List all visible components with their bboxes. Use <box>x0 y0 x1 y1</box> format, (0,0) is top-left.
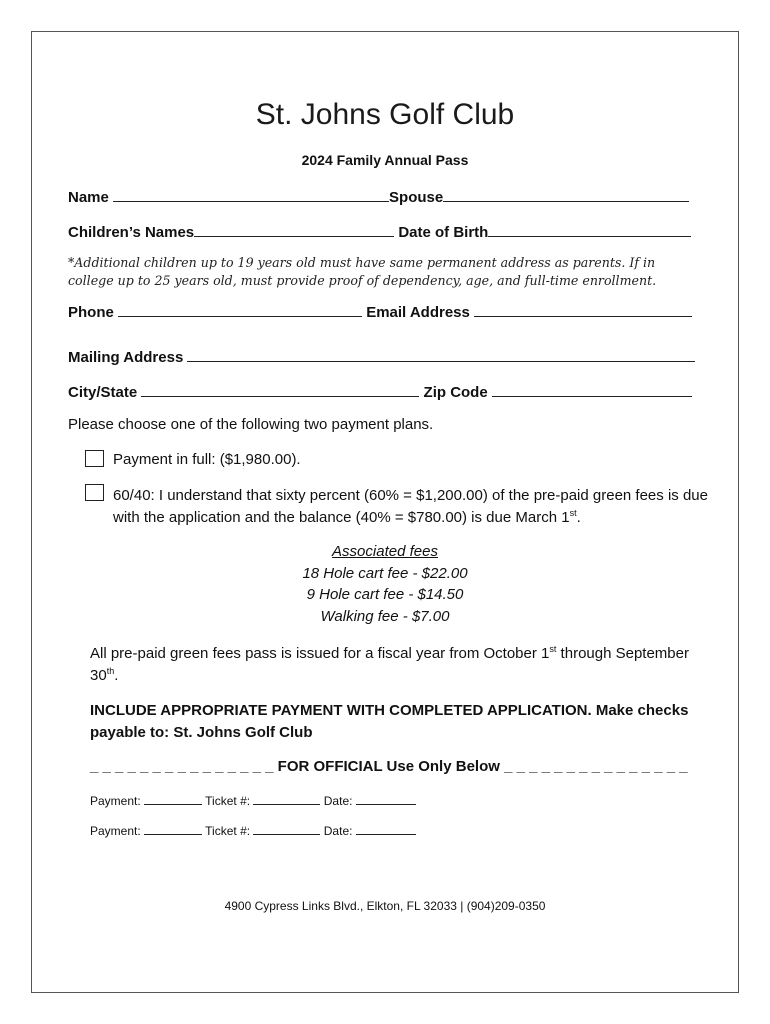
mailing-row <box>68 347 695 366</box>
payment-intro: Please choose one of the following two payment plans. <box>68 416 434 433</box>
page-title: St. Johns Golf Club <box>255 98 515 131</box>
official-ticket-input[interactable] <box>253 792 320 805</box>
children-label: Children’s Names <box>68 224 195 241</box>
official-row <box>90 822 416 838</box>
children-input[interactable] <box>194 222 394 237</box>
dob-input[interactable] <box>488 222 691 237</box>
fiscal-sup-2: th <box>106 666 115 676</box>
zip-input[interactable] <box>492 382 692 397</box>
include-payment-text: INCLUDE APPROPRIATE PAYMENT WITH COMPLETED APPLICATION. Make checks payable to: St. Johns Golf Club <box>90 702 689 741</box>
spouse-input[interactable] <box>443 187 689 202</box>
official-ticket-input[interactable] <box>253 822 320 835</box>
email-label: Email Address <box>366 304 470 321</box>
ticket-label: Ticket #: <box>205 794 251 808</box>
official-row <box>90 792 416 808</box>
fee-item: 9 Hole cart fee - $14.50 <box>306 586 464 603</box>
zip-label: Zip Code <box>423 384 488 401</box>
official-divider <box>90 758 688 775</box>
date-label: Date: <box>323 794 353 808</box>
name-row <box>68 187 689 206</box>
fees-heading: Associated fees <box>332 543 438 560</box>
payment-full-checkbox[interactable] <box>85 450 104 467</box>
fiscal-text-1: All pre-paid green fees pass is issued for a fiscal year from October 1 <box>90 645 550 662</box>
payment-split-text: 60/40: I understand that sixty percent (60% = $1,200.00) of the pre-paid green fees is due with the application and the balance (40% = $780.00) is due March 1 <box>113 487 708 526</box>
official-payment-input[interactable] <box>144 822 202 835</box>
city-row <box>68 382 692 401</box>
mailing-input[interactable] <box>187 347 695 362</box>
payment-split-label <box>113 485 713 529</box>
email-input[interactable] <box>474 302 692 317</box>
city-label: City/State <box>68 384 138 401</box>
fee-item: 18 Hole cart fee - $22.00 <box>302 565 468 582</box>
fiscal-end: . <box>114 667 119 684</box>
name-input[interactable] <box>113 187 389 202</box>
payment-label: Payment: <box>90 824 141 838</box>
date-label: Date: <box>323 824 353 838</box>
official-date-input[interactable] <box>356 792 416 805</box>
dob-label: Date of Birth <box>398 224 489 241</box>
fiscal-sup-1: st <box>549 644 557 654</box>
payment-label: Payment: <box>90 794 141 808</box>
mailing-label: Mailing Address <box>68 349 184 366</box>
fiscal-text-2: through September 30 <box>90 645 689 684</box>
page-subtitle: 2024 Family Annual Pass <box>301 152 469 168</box>
phone-row <box>68 302 692 321</box>
payment-split-checkbox[interactable] <box>85 484 104 501</box>
children-note: *Additional children up to 19 years old must have same permanent address as parents. If in college up to 25 years old, must provide proof of dependency, age, and full-time enrollment. <box>68 255 657 288</box>
official-heading: FOR OFFICIAL Use Only Below <box>277 758 500 775</box>
children-row <box>68 222 691 241</box>
phone-input[interactable] <box>118 302 362 317</box>
official-dashes-left: _ _ _ _ _ _ _ _ _ _ _ _ _ _ _ <box>90 758 274 775</box>
official-payment-input[interactable] <box>144 792 202 805</box>
ticket-label: Ticket #: <box>205 824 251 838</box>
official-date-input[interactable] <box>356 822 416 835</box>
name-label: Name <box>68 189 109 206</box>
payment-split-end: . <box>576 509 581 526</box>
phone-label: Phone <box>68 304 114 321</box>
fiscal-year-text <box>90 643 710 687</box>
spouse-label: Spouse <box>389 189 444 206</box>
official-dashes-right: _ _ _ _ _ _ _ _ _ _ _ _ _ _ _ <box>504 758 688 775</box>
payment-full-label: Payment in full: ($1,980.00). <box>113 451 301 468</box>
city-input[interactable] <box>141 382 419 397</box>
payment-split-sup: st <box>569 508 577 518</box>
fee-item: Walking fee - $7.00 <box>320 608 450 625</box>
footer-address: 4900 Cypress Links Blvd., Elkton, FL 32033 | (904)209-0350 <box>224 899 546 913</box>
